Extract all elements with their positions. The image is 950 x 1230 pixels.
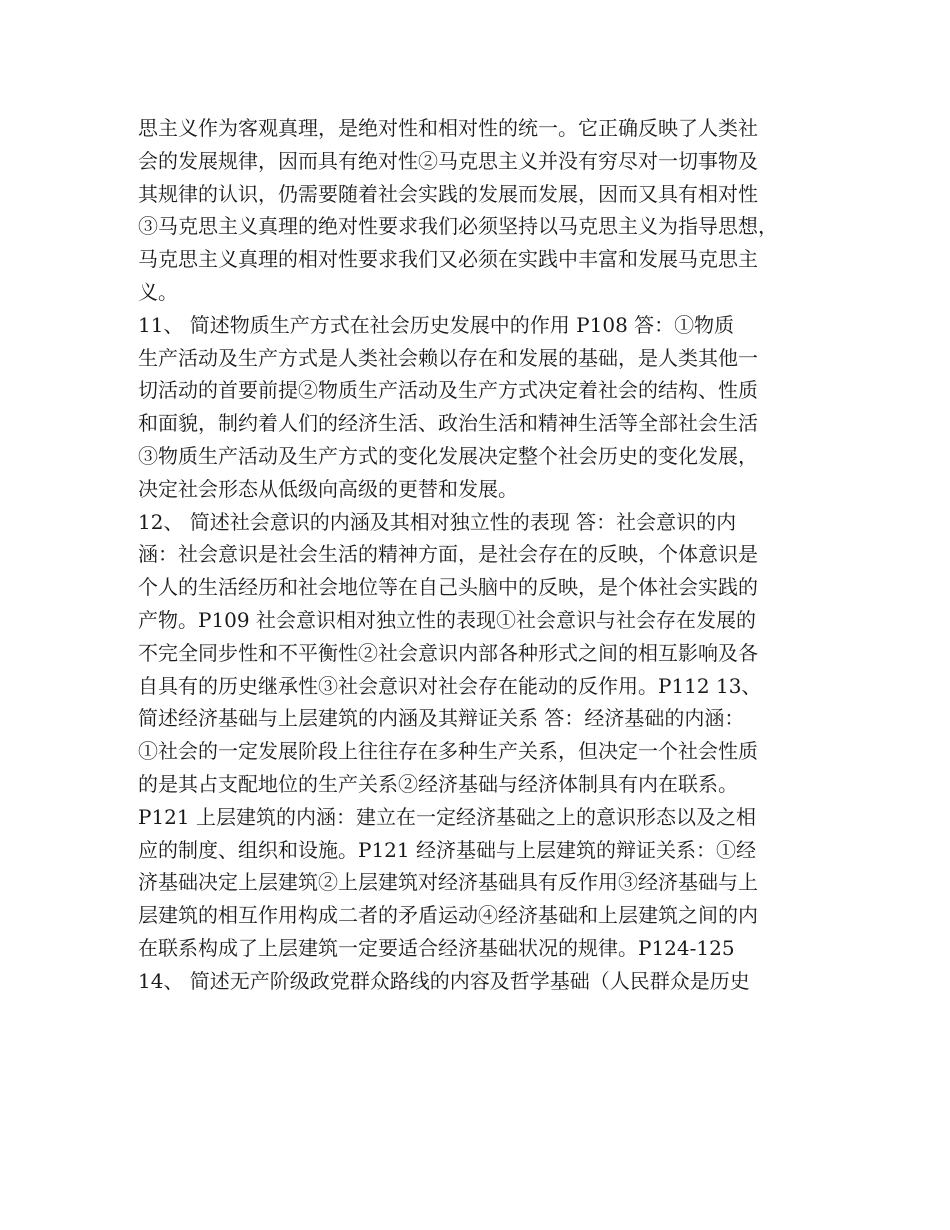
text-line: 应的制度、组织和设施。P121 经济基础与上层建筑的辩证关系：①经: [138, 837, 756, 862]
text-line: 不完全同步性和不平衡性②社会意识内部各种形式之间的相互影响及各: [138, 640, 758, 665]
text-line: 济基础决定上层建筑②上层建筑对经济基础具有反作用③经济基础与上: [138, 870, 758, 895]
text-line: ①社会的一定发展阶段上往往存在多种生产关系，但决定一个社会性质: [138, 739, 758, 764]
question-12-line: 12、 简述社会意识的内涵及其相对独立性的表现 答：社会意识的内: [138, 509, 737, 534]
text-line: P121 上层建筑的内涵：建立在一定经济基础之上的意识形态以及之相: [138, 804, 756, 829]
text-line: 个人的生活经历和社会地位等在自己头脑中的反映，是个体社会实践的: [138, 575, 758, 600]
text-line: ③物质生产活动及生产方式的变化发展决定整个社会历史的变化发展，: [138, 443, 758, 468]
text-line: 会的发展规律，因而具有绝对性②马克思主义并没有穷尽对一切事物及: [138, 148, 758, 173]
text-line: 义。: [138, 279, 178, 304]
text-line: 的是其占支配地位的生产关系②经济基础与经济体制具有内在联系。: [138, 771, 738, 796]
text-line: 生产活动及生产方式是人类社会赖以存在和发展的基础，是人类其他一: [138, 345, 758, 370]
text-line: 自具有的历史继承性③社会意识对社会存在能动的反作用。P112 13、: [138, 673, 762, 698]
text-line: 在联系构成了上层建筑一定要适合经济基础状况的规律。P124-125: [138, 935, 735, 960]
text-line: 马克思主义真理的相对性要求我们又必须在实践中丰富和发展马克思主: [138, 247, 758, 272]
question-11-line: 11、 简述物质生产方式在社会历史发展中的作用 P108 答：①物质: [138, 312, 735, 337]
question-14-line: 14、 简述无产阶级政党群众路线的内容及哲学基础（人民群众是历史: [138, 968, 750, 993]
text-line: 思主义作为客观真理，是绝对性和相对性的统一。它正确反映了人类社: [138, 116, 758, 140]
text-line: 和面貌，制约着人们的经济生活、政治生活和精神生活等全部社会生活: [138, 411, 758, 436]
text-line: 切活动的首要前提②物质生产活动及生产方式决定着社会的结构、性质: [138, 378, 758, 403]
text-line: 决定社会形态从低级向高级的更替和发展。: [138, 476, 518, 501]
text-line: 其规律的认识，仍需要随着社会实践的发展而发展，因而又具有相对性: [138, 181, 758, 206]
question-13-line: 简述经济基础与上层建筑的内涵及其辩证关系 答：经济基础的内涵：: [138, 706, 745, 731]
body-text: [138, 112, 828, 998]
text-line: 层建筑的相互作用构成二者的矛盾运动④经济基础和上层建筑之间的内: [138, 903, 758, 928]
text-line: ③马克思主义真理的绝对性要求我们必须坚持以马克思主义为指导思想，: [138, 214, 778, 239]
text-line: 产物。P109 社会意识相对独立性的表现①社会意识与社会存在发展的: [138, 607, 756, 632]
text-line: 涵：社会意识是社会生活的精神方面，是社会存在的反映，个体意识是: [138, 542, 758, 567]
